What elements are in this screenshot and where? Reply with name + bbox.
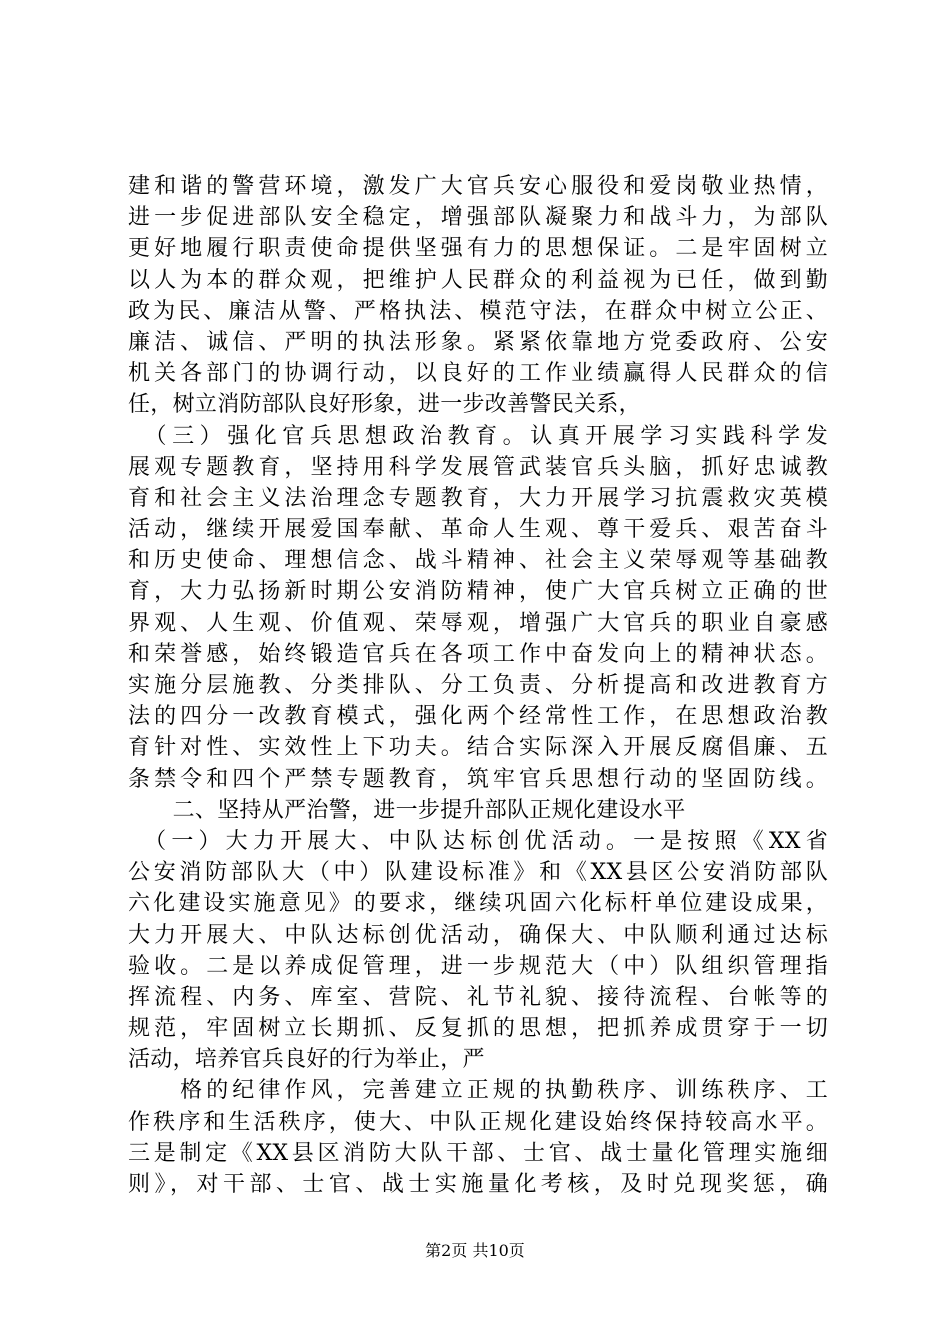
text-line: 和荣誉感，始终锻造官兵在各项工作中奋发向上的精神状态。 <box>128 641 828 667</box>
text-line: 作秩序和生活秩序，使大、中队正规化建设始终保持较高水平。 <box>128 1109 828 1135</box>
text-line: 育，大力弘扬新时期公安消防精神，使广大官兵树立正确的世 <box>128 579 828 605</box>
text-line: 展观专题教育，坚持用科学发展管武装官兵头脑，抓好忠诚教 <box>128 454 828 480</box>
text-line: 进一步促进部队安全稳定，增强部队凝聚力和战斗力，为部队 <box>128 205 828 231</box>
text-line: 廉洁、诚信、严明的执法形象。紧紧依靠地方党委政府、公安 <box>128 329 828 355</box>
text-line: 建和谐的警营环境，激发广大官兵安心服役和爱岗敬业热情， <box>128 174 828 199</box>
text-line: 政为民、廉洁从警、严格执法、模范守法，在群众中树立公正、 <box>128 298 828 324</box>
text-line: 大力开展大、中队达标创优活动，确保大、中队顺利通过达标 <box>128 922 828 948</box>
page-number-footer: 第2页 共10页 <box>425 1241 525 1260</box>
text-line: 规范，牢固树立长期抓、反复抓的思想，把抓养成贯穿于一切 <box>128 1016 828 1042</box>
text-line: 育针对性、实效性上下功夫。结合实际深入开展反腐倡廉、五 <box>128 735 828 761</box>
text-line: 挥流程、内务、库室、营院、礼节礼貌、接待流程、台帐等的 <box>128 984 828 1010</box>
text-line: 六化建设实施意见》的要求，继续巩固六化标杆单位建设成果， <box>128 891 828 917</box>
text-line: 以人为本的群众观，把维护人民群众的利益视为已任，做到勤 <box>128 267 828 293</box>
document-body <box>128 171 828 1200</box>
text-line: 则》，对干部、士官、战士实施量化考核，及时兑现奖惩，确 <box>128 1172 828 1197</box>
text-line: 验收。二是以养成促管理，进一步规范大（中）队组织管理指 <box>128 953 828 979</box>
text-line: 法的四分一改教育模式，强化两个经常性工作，在思想政治教 <box>128 704 828 730</box>
text-line: 三是制定《XX县区消防大队干部、士官、战士量化管理实施细 <box>128 1140 828 1166</box>
text-line: 更好地履行职责使命提供坚强有力的思想保证。二是牢固树立 <box>128 236 828 262</box>
text-line: 任，树立消防部队良好形象，进一步改善警民关系， <box>128 392 641 418</box>
text-line: （一）大力开展大、中队达标创优活动。一是按照《XX省 <box>128 828 828 854</box>
text-line: 格的纪律作风，完善建立正规的执勤秩序、训练秩序、工 <box>128 1078 828 1104</box>
text-line: 条禁令和四个严禁专题教育，筑牢官兵思想行动的坚固防线。 <box>128 766 828 792</box>
text-line: 界观、人生观、价值观、荣辱观，增强广大官兵的职业自豪感 <box>128 610 828 636</box>
text-line: 实施分层施教、分类排队、分工负责、分析提高和改进教育方 <box>128 673 828 698</box>
section-heading: 二、坚持从严治警，进一步提升部队正规化建设水平 <box>128 797 686 823</box>
text-line: 机关各部门的协调行动，以良好的工作业绩赢得人民群众的信 <box>128 361 828 387</box>
text-line: 活动，培养官兵良好的行为举止，严 <box>128 1047 485 1073</box>
text-line: 育和社会主义法治理念专题教育，大力开展学习抗震救灾英模 <box>128 485 828 511</box>
text-line: 和历史使命、理想信念、战斗精神、社会主义荣辱观等基础教 <box>128 548 828 574</box>
text-line: 公安消防部队大（中）队建设标准》和《XX县区公安消防部队 <box>128 860 828 886</box>
text-line: （三）强化官兵思想政治教育。认真开展学习实践科学发 <box>128 423 828 449</box>
text-line: 活动，继续开展爱国奉献、革命人生观、尊干爱兵、艰苦奋斗 <box>128 517 828 543</box>
